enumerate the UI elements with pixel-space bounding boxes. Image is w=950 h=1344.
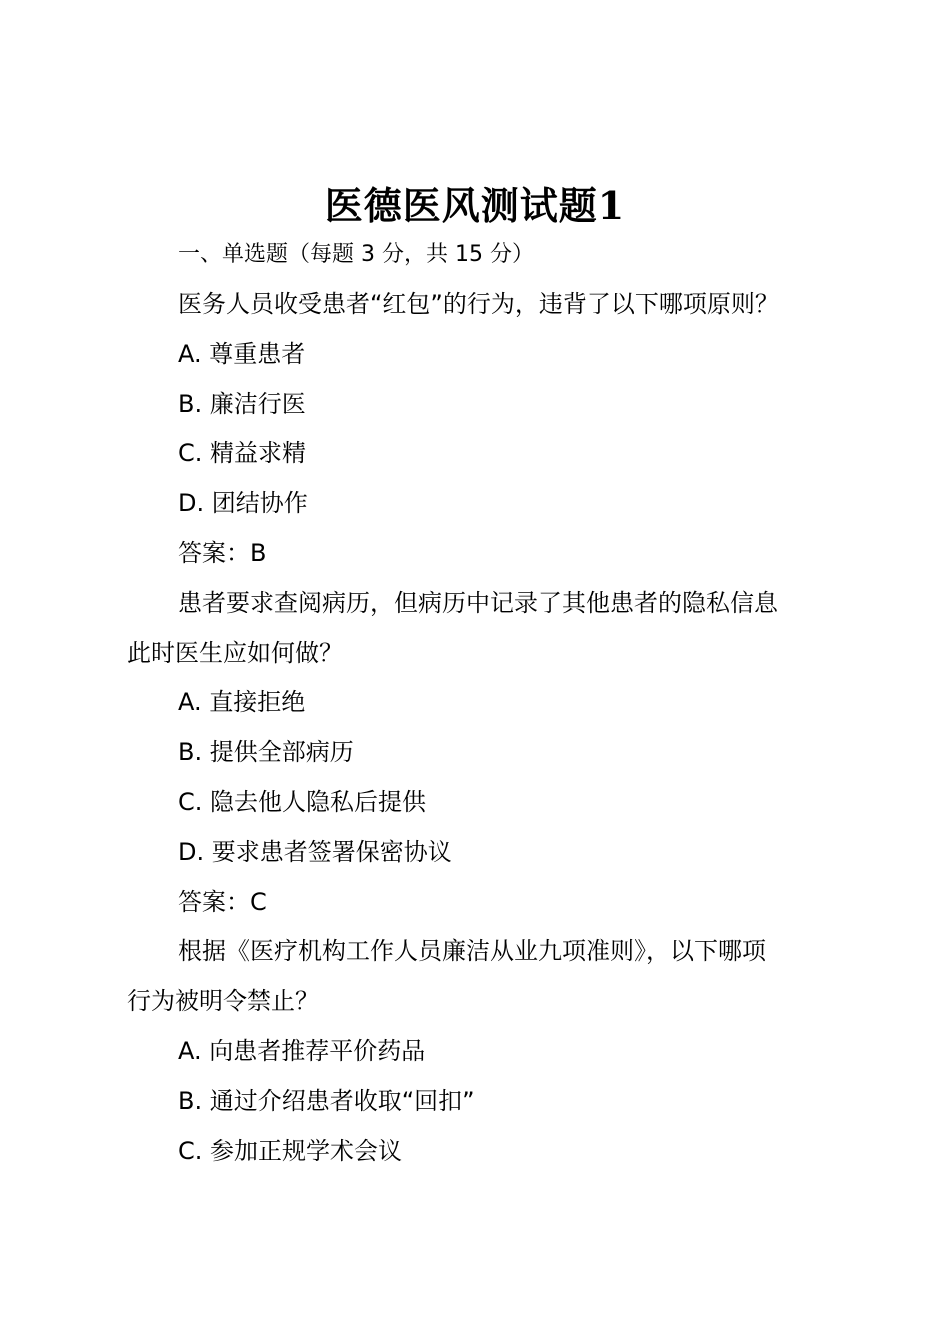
question-3-stem-line-2: 行为被明令禁止？ <box>127 987 319 1015</box>
question-3-option-b: B. 通过介绍患者收取“回扣” <box>178 1087 475 1115</box>
question-1-option-b: B. 廉洁行医 <box>178 390 306 418</box>
section-heading: 一、单选题（每题 3 分，共 15 分） <box>178 242 534 267</box>
question-1-option-a: A. 尊重患者 <box>178 340 306 368</box>
question-1-option-d: D. 团结协作 <box>178 489 308 517</box>
question-1-option-c: C. 精益求精 <box>178 439 307 467</box>
question-1-stem: 医务人员收受患者“红包”的行为，违背了以下哪项原则？ <box>178 290 779 318</box>
question-2-option-c: C. 隐去他人隐私后提供 <box>178 788 427 816</box>
question-2-stem-line-2: 此时医生应如何做？ <box>127 639 343 667</box>
question-2-answer: 答案：C <box>178 888 267 916</box>
question-3-option-c: C. 参加正规学术会议 <box>178 1137 403 1165</box>
question-3-stem-line-1: 根据《医疗机构工作人员廉洁从业九项准则》，以下哪项 <box>178 937 766 965</box>
document-title: 医德医风测试题1 <box>324 183 626 228</box>
question-2-stem-line-1: 患者要求查阅病历，但病历中记录了其他患者的隐私信息 <box>178 589 778 617</box>
question-2-option-a: A. 直接拒绝 <box>178 688 306 716</box>
question-1-answer: 答案：B <box>178 539 267 567</box>
question-3-option-a: A. 向患者推荐平价药品 <box>178 1037 426 1065</box>
question-2-option-d: D. 要求患者签署保密协议 <box>178 838 452 866</box>
question-2-option-b: B. 提供全部病历 <box>178 738 354 766</box>
